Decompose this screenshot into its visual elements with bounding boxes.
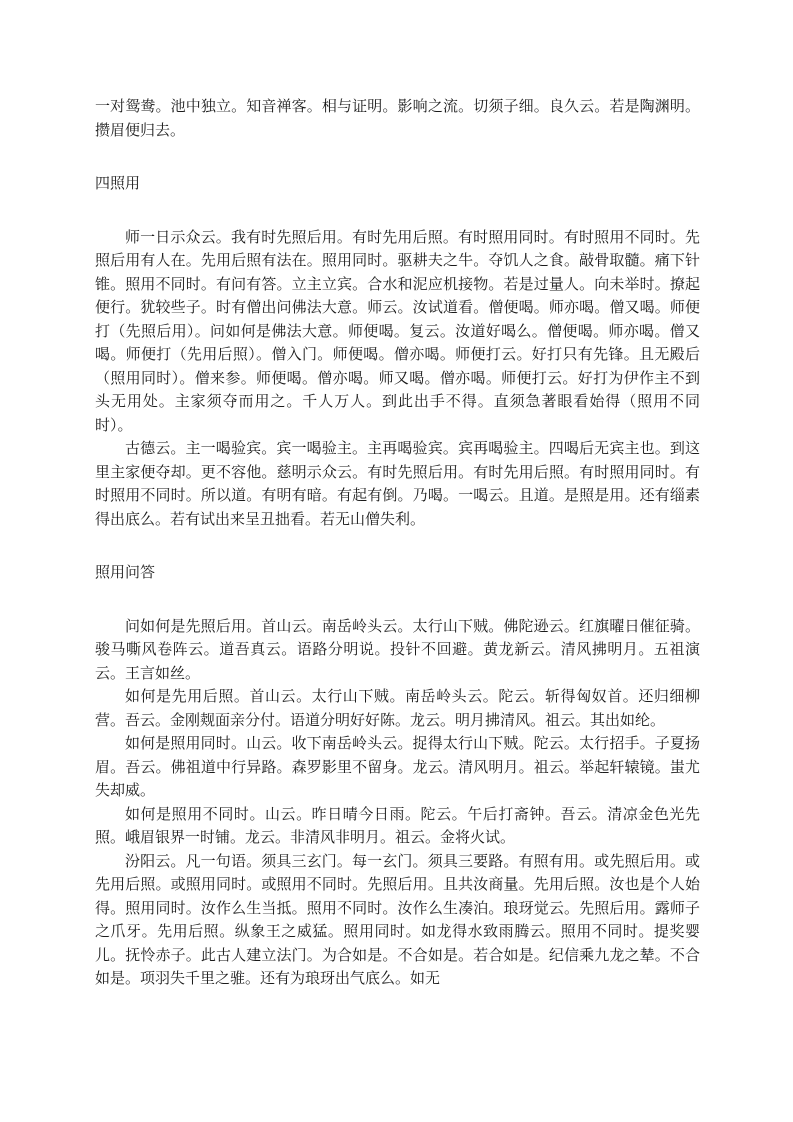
paragraph-zhaoyong-tongshi: 如何是照用同时。山云。收下南岳岭头云。捉得太行山下贼。陀云。太行招手。子夏扬眉。吾云。佛祖道中行异路。森罗影里不留身。龙云。清风明月。祖云。举起轩辕镜。蚩尤失却威。 [95, 734, 700, 799]
section-heading-zhaoyong-wenda: 照用问答 [95, 563, 156, 581]
paragraph-zhaoyong-butongshi: 如何是照用不同时。山云。昨日晴今日雨。陀云。午后打斋钟。吾云。清凉金色光先照。峨眉银界一时铺。龙云。非清风非明月。祖云。金将火试。 [95, 804, 700, 846]
paragraph-fenyang: 汾阳云。凡一句语。须具三玄门。每一玄门。须具三要路。有照有用。或先照后用。或先用后照。或照用同时。或照用不同时。先照后用。且共汝商量。先用后照。汝也是个人始得。照用同时。汝作么生当抵。照用不同时。汝作么生凑泊。琅玡觉云。先照后用。露师子之爪牙。先用后照。纵象王之威猛。照用同时。如龙得水致雨腾云。照用不同时。提奖婴儿。抚怜赤子。此古人建立法门。为合如是。不合如是。若合如是。纪信乘九龙之辇。不合如是。项羽失千里之骓。还有为琅玡出气底么。如无 [95, 851, 700, 987]
paragraph-xianzhao-houyong: 问如何是先照后用。首山云。南岳岭头云。太行山下贼。佛陀逊云。红旗曜日催征骑。骏马嘶风卷阵云。道吾真云。语路分明说。投针不回避。黄龙新云。清风拂明月。五祖演云。王言如丝。 [95, 616, 700, 682]
section-heading-four-zhaoyong: 四照用 [95, 174, 141, 192]
paragraph-intro: 一对鸳鸯。池中独立。知音禅客。相与证明。影响之流。切须子细。良久云。若是陶渊明。攒眉便归去。 [95, 97, 700, 139]
document-page [95, 95, 700, 991]
paragraph-shizhong: 师一日示众云。我有时先照后用。有时先用后照。有时照用同时。有时照用不同时。先照后用有人在。先用后照有法在。照用同时。驱耕夫之牛。夺饥人之食。敲骨取髓。痛下针锥。照用不同时。有问有答。立主立宾。合水和泥应机接物。若是过量人。向未举时。撩起便行。犹较些子。时有僧出问佛法大意。师云。汝试道看。僧便喝。师亦喝。僧又喝。师便打（先照后用）。问如何是佛法大意。师便喝。复云。汝道好喝么。僧便喝。师亦喝。僧又喝。师便打（先用后照）。僧入门。师便喝。僧亦喝。师便打云。好打只有先锋。且无殿后（照用同时）。僧来参。师便喝。僧亦喝。师又喝。僧亦喝。师便打云。好打为伊作主不到头无用处。主家须夺而用之。千人万人。到此出手不得。直须急著眼看始得（照用不同时）。 [95, 227, 700, 434]
paragraph-xianyong-houzhao: 如何是先用后照。首山云。太行山下贼。南岳岭头云。陀云。斩得匈奴首。还归细柳营。吾云。金刚觌面亲分付。语道分明好好陈。龙云。明月拂清风。祖云。其出如纶。 [95, 687, 700, 729]
paragraph-gude: 古德云。主一喝验宾。宾一喝验主。主再喝验宾。宾再喝验主。四喝后无宾主也。到这里主家便夺却。更不容他。慈明示众云。有时先照后用。有时先用后照。有时照用同时。有时照用不同时。所以道。有明有暗。有起有倒。乃喝。一喝云。且道。是照是用。还有缁素得出底么。若有试出来呈丑拙看。若无山僧失利。 [95, 439, 700, 528]
